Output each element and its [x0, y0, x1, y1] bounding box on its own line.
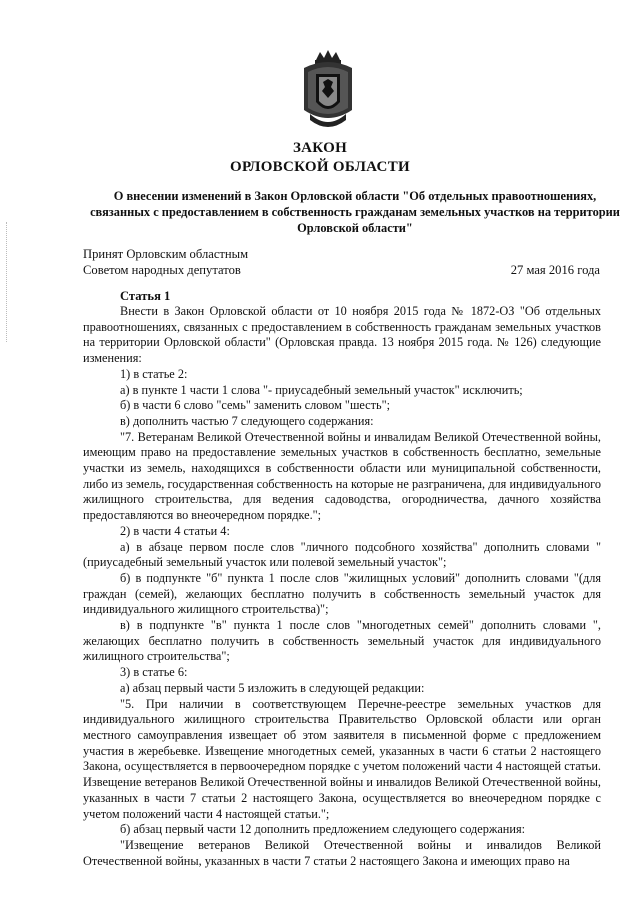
region-title: ОРЛОВСКОЙ ОБЛАСТИ	[230, 159, 410, 175]
law-title: ЗАКОН	[292, 140, 348, 156]
paragraph: 1) в статье 2:	[120, 366, 188, 381]
paragraph: а) в пункте 1 части 1 слова "- приусадебный земельный участок" исключить;	[120, 382, 523, 397]
coat-of-arms-icon	[300, 50, 356, 132]
paragraph: Внести в Закон Орловской области от 10 ноября 2015 года № 1872-ОЗ "Об отдельных правоотношениях, связанных с предоставлением в собственность гражданам земельных участков на территории Орловской области" (Орловская правда. 13 ноября 2015 года. № 126) следующие изменения:	[83, 304, 601, 366]
paragraph: б) абзац первый части 12 дополнить предложением следующего содержания:	[120, 822, 526, 837]
paragraph: 2) в части 4 статьи 4:	[120, 523, 230, 538]
adoption-line-2: Советом народных депутатов	[83, 263, 241, 277]
article-title: Статья 1	[120, 289, 171, 303]
paragraph: в) дополнить частью 7 следующего содержания:	[120, 413, 374, 428]
paragraph: "5. При наличии в соответствующем Перечне-реестре земельных участков для индивидуального жилищного строительства Правительство Орловской области или орган местного самоуправления извещает об этом заявителя в письменной форме с предложением участия в жеребьевке. Извещение многодетных семей, указанных в части 6 статьи 2 настоящего Закона, осуществляется в первоочередном порядке с учетом положений части 4 настоящей статьи. Извещение ветеранов Великой Отечественной войны и инвалидов Великой Отечественной войны, указанных в части 7 статьи 2 настоящего Закона, осуществляется во внеочередном порядке с учетом положений части 4 настоящей статьи.";	[83, 696, 601, 821]
paragraph: в) в подпункте "в" пункта 1 после слов "многодетных семей" дополнить словами ", желающих бесплатно получить в собственность земельный участок для индивидуального жилищного строительства";	[83, 618, 601, 664]
adoption-line-1: Принят Орловским областным	[83, 247, 249, 261]
paragraph: а) в абзаце первом после слов "личного подсобного хозяйства" дополнить словами "(приусадебный земельный участок или полевой земельный участок";	[83, 539, 601, 570]
margin-marks	[6, 222, 10, 342]
paragraph: б) в подпункте "б" пункта 1 после слов "жилищных условий" дополнить словами "(для граждан (семей), желающих бесплатно получить в собственность земельный участок для индивидуального жилищного строительства)";	[83, 570, 601, 617]
paragraph: "7. Ветеранам Великой Отечественной войны и инвалидам Великой Отечественной войны, имеющим право на предоставление земельных участков в собственность бесплатно, земельные участки из земель, находящихся в собственности области или муниципальной собственности, либо из земель, государственная собственность на которые не разграничена, для индивидуального жилищного строительства, для ведения садоводства, огородничества, дачного хозяйства предоставляются во внеочередном порядке.";	[83, 429, 601, 523]
paragraph: б) в части 6 слово "семь" заменить словом "шесть";	[120, 398, 391, 413]
paragraph: "Извещение ветеранов Великой Отечественной войны и инвалидов Великой Отечественной войны, указанных в части 7 статьи 2 настоящего Закона и имеющих право на	[83, 837, 601, 868]
adoption-note	[83, 246, 248, 278]
paragraph: 3) в статье 6:	[120, 665, 188, 680]
paragraph: а) абзац первый части 5 изложить в следующей редакции:	[120, 680, 425, 695]
article-body	[83, 304, 601, 869]
adoption-date: 27 мая 2016 года	[510, 263, 600, 277]
law-subject: О внесении изменений в Закон Орловской области "Об отдельных правоотношениях, связанных с предоставлением в собственность гражданам земельных участков на территории Орловской области"	[90, 189, 620, 235]
